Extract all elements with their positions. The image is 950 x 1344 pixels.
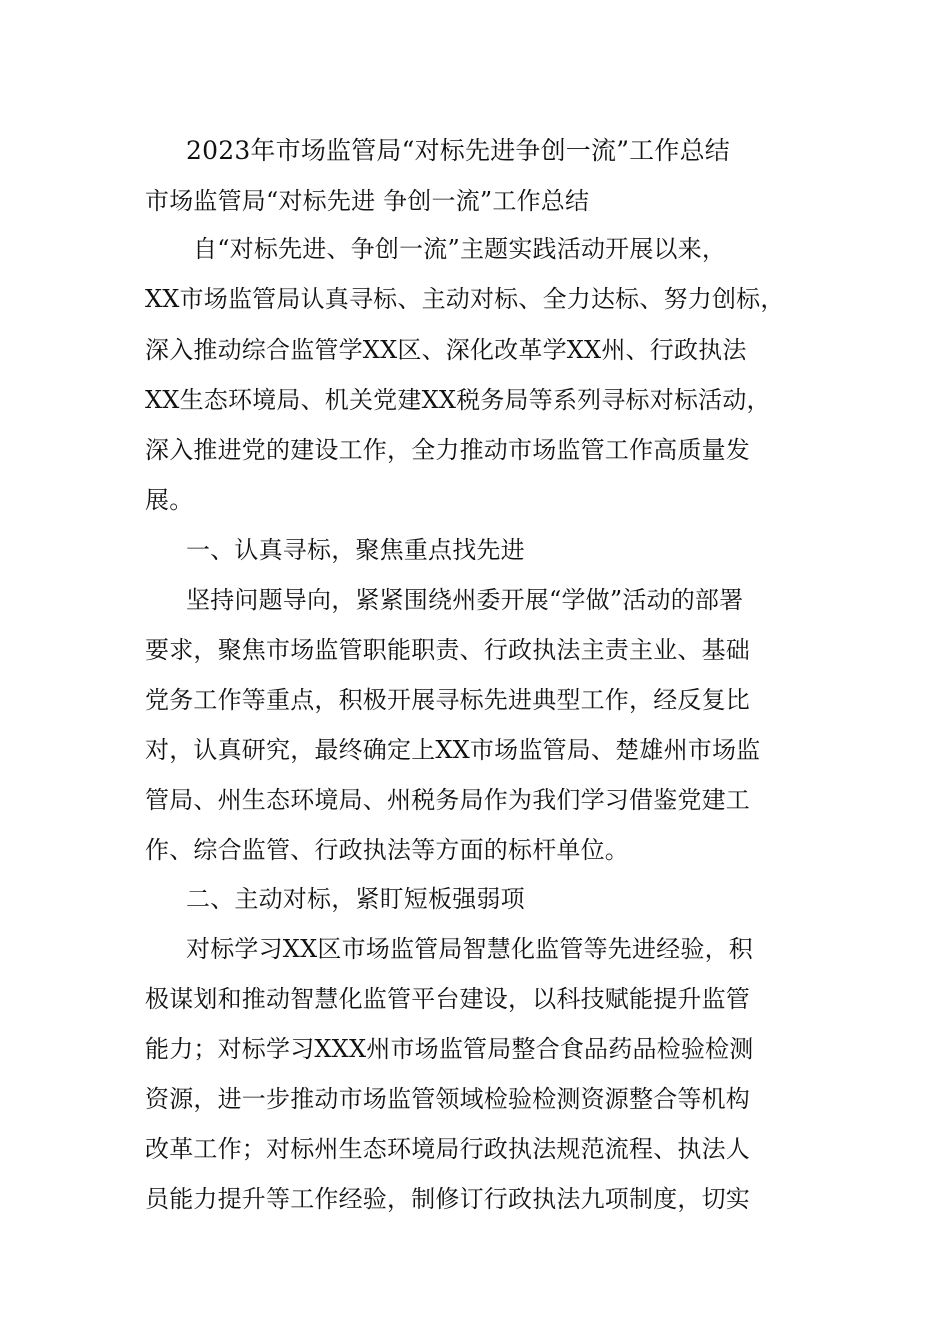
intro-line-4: XX生态环境局、机关党建XX税务局等系列寻标对标活动，: [145, 386, 771, 414]
section-2-line-2: 极谋划和推动智慧化监管平台建设，以科技赋能提升监管: [145, 985, 750, 1013]
section-2-line-4: 资源，进一步推动市场监管领域检验检测资源整合等机构: [145, 1085, 750, 1113]
section-1-line-4: 对，认真研究，最终确定上XX市场监管局、楚雄州市场监: [145, 736, 761, 764]
section-2-line-3: 能力；对标学习XXX州市场监管局整合食品药品检验检测: [145, 1035, 754, 1063]
section-1-line-2: 要求，聚焦市场监管职能职责、行政执法主责主业、基础: [145, 636, 750, 664]
intro-line-3: 深入推动综合监管学XX区、深化改革学XX州、行政执法: [145, 336, 747, 364]
section-2-line-6: 员能力提升等工作经验，制修订行政执法九项制度，切实: [145, 1185, 750, 1213]
intro-line-5: 深入推进党的建设工作，全力推动市场监管工作高质量发: [145, 436, 750, 464]
section-1-line-6: 作、综合监管、行政执法等方面的标杆单位。: [145, 836, 629, 864]
document-subtitle: 市场监管局“对标先进 争创一流”工作总结: [145, 187, 590, 215]
intro-line-1: 自“对标先进、争创一流”主题实践活动开展以来，: [193, 235, 727, 263]
section-2-heading: 二、主动对标，紧盯短板强弱项: [186, 885, 525, 913]
intro-line-6: 展。: [145, 486, 194, 514]
section-1-heading: 一、认真寻标，聚焦重点找先进: [186, 536, 525, 564]
section-2-line-5: 改革工作；对标州生态环境局行政执法规范流程、执法人: [145, 1135, 750, 1163]
document-title: 2023年市场监管局“对标先进争创一流”工作总结: [186, 136, 730, 165]
section-1-line-3: 党务工作等重点，积极开展寻标先进典型工作，经反复比: [145, 686, 750, 714]
section-2-line-1: 对标学习XX区市场监管局智慧化监管等先进经验，积: [186, 935, 753, 963]
section-1-line-5: 管局、州生态环境局、州税务局作为我们学习借鉴党建工: [145, 786, 750, 814]
intro-line-2: XX市场监管局认真寻标、主动对标、全力达标、努力创标，: [145, 285, 785, 313]
section-1-line-1: 坚持问题导向，紧紧围绕州委开展“学做”活动的部署: [186, 586, 744, 614]
